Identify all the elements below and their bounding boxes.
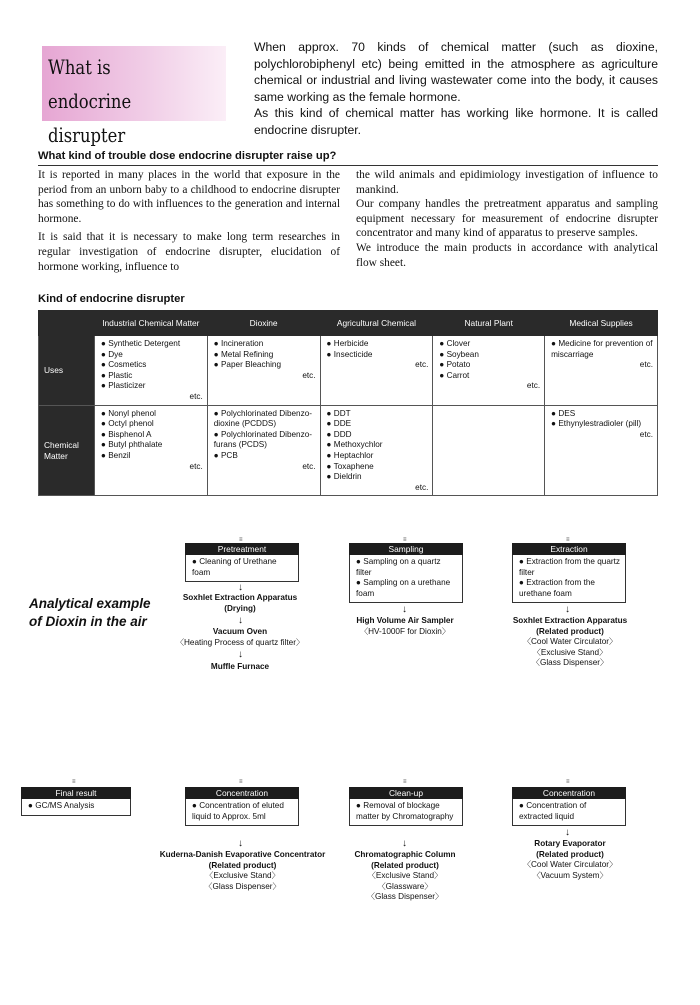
body-column-right (356, 168, 658, 270)
analytical-label-line: Analytical example (29, 596, 151, 611)
table-cell-item (439, 339, 540, 350)
table-cell-etc: etc. (639, 429, 653, 439)
table-header-row (39, 311, 658, 336)
table-cell-item (214, 430, 316, 451)
product-related: (Related product) (536, 626, 604, 636)
flow-step-item: ● Removal of blockage matter by Chromatography (356, 801, 454, 821)
bullet-icon: ● (326, 419, 334, 429)
bullet-icon: ● (326, 461, 334, 471)
table-cell-item-text: Clover (446, 339, 471, 348)
product-note: 〈HV-1000F for Dioxin〉 (359, 627, 451, 636)
table-cell-etc: etc. (639, 360, 653, 370)
flow-step-item: ● Cleaning of Urethane foam (192, 557, 277, 577)
table-cell-item-text: Plasticizer (108, 381, 146, 391)
table-cell-item-text: Herbicide (333, 339, 369, 348)
bullet-icon: ● (551, 419, 559, 429)
bullet-icon: ● (100, 419, 109, 429)
flow-step-item-text: Sampling on a urethane foam (356, 578, 451, 598)
flow-step-title: Pretreatment (185, 543, 299, 555)
section-heading: What kind of trouble dose endocrine disrupter raise up? (38, 150, 337, 162)
table-cell-item (214, 339, 316, 350)
body-paragraph: Our company handles the pretreatment apparatus and sampling equipment necessary for measurement of endocrine disrupter concentrator and many kind of apparatus to preserve samples. (356, 198, 658, 240)
bullet-icon: ● (100, 360, 109, 370)
bullet-icon: ● (326, 450, 334, 460)
product-note: 〈Exclusive Stand〉 (205, 871, 280, 881)
table-cell-etc: etc. (302, 370, 316, 380)
connector-mark: ≡ (239, 537, 243, 543)
flow-step-body (349, 799, 463, 826)
table-cell-item (327, 430, 429, 441)
bullet-icon: ● (551, 408, 559, 418)
analytical-example-label (29, 595, 151, 631)
column-header: Dioxine (207, 311, 320, 336)
table-cell-item (327, 440, 429, 451)
arrow-down-icon: ↓ (565, 604, 570, 615)
connector-mark: ≡ (566, 537, 570, 543)
bullet-icon: ● (100, 440, 109, 450)
table-cell-item-text: Soybean (446, 349, 479, 359)
table-cell-item-text: Butyl phthalate (108, 440, 163, 450)
product-note: 〈Exclusive Stand〉 (532, 647, 608, 657)
table-cell-item (214, 360, 316, 371)
divider (38, 165, 658, 166)
column-header: Agricultural Chemical (320, 311, 433, 336)
bullet-icon: ● (213, 349, 221, 359)
bullet-icon: ● (100, 381, 109, 391)
flow-step-item-text: Sampling on a quartz filter (356, 557, 441, 577)
endocrine-disrupter-table (38, 310, 658, 496)
table-cell-item-text: Medicine for prevention of miscarriage (551, 339, 653, 359)
product-note: (Drying) (224, 603, 256, 613)
product-note: 〈Glass Dispenser〉 (204, 881, 281, 891)
flow-step-item: ● Concentration of extracted liquid (519, 801, 587, 821)
table-cell-item-text: Nonyl phenol (108, 408, 156, 418)
product-note: 〈Cool Water Circulator〉 (522, 637, 618, 647)
flow-step-clean-up (349, 787, 463, 826)
connector-mark: ≡ (566, 779, 570, 785)
product-name: Chromatographic Column (354, 850, 456, 859)
flow-step-item-text: GC/MS Analysis (35, 801, 95, 810)
table-cell-item-text: Benzil (108, 450, 131, 460)
table-cell-item (101, 339, 203, 350)
table-cell-item (214, 350, 316, 361)
table-cell-item (101, 371, 203, 382)
product-name: Soxhlet Extraction Apparatus (512, 616, 628, 625)
arrow-down-icon: ↓ (402, 838, 407, 849)
bullet-icon: ● (551, 339, 559, 348)
product-air-sampler: High Volume Air Sampler (356, 616, 454, 625)
flow-step-item-text: Cleaning of Urethane foam (192, 557, 277, 577)
body-paragraph: We introduce the main products in accordance with analytical flow sheet. (356, 241, 658, 269)
intro-paragraph: As this kind of chemical matter has working like hormone. It is called endocrine disrupter. (254, 106, 658, 137)
flow-step-body (185, 555, 299, 582)
table-cell-item (439, 371, 540, 382)
table-cell-etc: etc. (189, 461, 203, 471)
bullet-icon: ● (100, 339, 109, 348)
product-vacuum-oven: Vacuum Oven (212, 627, 268, 636)
table-cell-item-text: Paper Bleaching (220, 360, 282, 370)
bullet-icon: ● (100, 429, 109, 439)
arrow-down-icon: ↓ (565, 827, 570, 838)
bullet-icon: ● (326, 339, 334, 348)
table-cell-etc: etc. (415, 360, 429, 370)
flow-step-pretreatment (185, 543, 299, 582)
product-note: 〈Glass Dispenser〉 (531, 658, 609, 668)
column-header: Medical Supplies (545, 311, 658, 336)
product-name: Soxhlet Extraction Apparatus (182, 593, 298, 602)
table-cell-item-text: Insecticide (333, 349, 373, 359)
table-cell-item-text: Bisphenol A (108, 429, 152, 439)
page-title (48, 50, 196, 152)
row-header: Uses (39, 336, 95, 406)
table-cell (545, 336, 658, 406)
flow-step-item-text: Concentration of eluted liquid to Approx. 5ml (192, 801, 284, 821)
bullet-icon: ● (213, 450, 221, 460)
table-cell (320, 336, 433, 406)
table-cell-item (327, 462, 429, 473)
bullet-icon: ● (439, 339, 447, 348)
product-chromatographic-column (330, 850, 480, 903)
connector-mark: ≡ (403, 779, 407, 785)
flow-step-final-result (21, 787, 131, 816)
table-cell (433, 405, 545, 496)
body-paragraph: It is said that it is necessary to make long term researches in regular investigation of endocrine disrupter, elucidation of hormone working, influence to (38, 231, 340, 273)
table-cell-item-text: PCB (220, 450, 238, 460)
table-cell-item (327, 409, 429, 420)
table-cell-item (101, 451, 203, 462)
connector-mark: ≡ (72, 779, 76, 785)
flow-step-title: Concentration (512, 787, 626, 799)
table-cell-etc: etc. (526, 381, 541, 391)
table-cell-item-text: DDT (333, 408, 351, 418)
table-cell-item-text: Metal Refining (220, 349, 274, 359)
table-cell-item (551, 339, 653, 360)
flow-step-item-text: Extraction from the quartz filter (519, 557, 620, 577)
flow-step-item: ● Sampling on a quartz filter (356, 557, 441, 577)
product-soxhlet (490, 616, 650, 669)
connector-mark: ≡ (403, 537, 407, 543)
table-cell-item-text: DDD (333, 429, 352, 439)
connector-mark: ≡ (239, 779, 243, 785)
table-cell-item (101, 430, 203, 441)
flow-step-item-text: Removal of blockage matter by Chromatography (356, 801, 454, 821)
bullet-icon: ● (326, 408, 334, 418)
table-cell-item-text: Polychlorinated Dibenzo-furans (PCDS) (213, 429, 312, 450)
bullet-icon: ● (326, 349, 334, 359)
flow-step-extraction (512, 543, 626, 603)
flow-step-title: Clean-up (349, 787, 463, 799)
product-soxhlet-drying (160, 593, 320, 614)
bullet-icon: ● (326, 429, 334, 439)
table-cell-item-text: DDE (333, 419, 352, 429)
flow-step-item-text: Extraction from the urethane foam (519, 578, 595, 598)
table-cell-etc: etc. (189, 391, 203, 401)
table-cell-item (101, 409, 203, 420)
arrow-down-icon: ↓ (238, 582, 243, 593)
product-related: (Related product) (208, 860, 277, 870)
flow-step-concentration (512, 787, 626, 826)
flow-step-item: ● Concentration of eluted liquid to Approx. 5ml (192, 801, 284, 821)
table-cell (207, 405, 320, 496)
table-cell-item (327, 350, 429, 361)
product-related: (Related product) (536, 849, 604, 859)
flow-step-body (512, 799, 626, 826)
table-cell (545, 405, 658, 496)
table-cell-item (214, 409, 316, 430)
table-cell-item-text: Ethynylestradioler (pill) (558, 419, 642, 429)
intro-text (254, 39, 658, 139)
flow-step-body (512, 555, 626, 603)
table-corner (39, 311, 95, 336)
table-cell-item-text: Polychlorinated Dibenzo-dioxine (PCDDS) (213, 408, 312, 429)
bullet-icon: ● (100, 408, 109, 418)
flow-step-concentration (185, 787, 299, 826)
flow-step-title: Sampling (349, 543, 463, 555)
bullet-icon: ● (213, 408, 221, 418)
body-column-left (38, 168, 340, 278)
product-note: 〈Glassware〉 (377, 881, 433, 891)
bullet-icon: ● (439, 370, 447, 380)
table-cell-etc: etc. (415, 482, 429, 492)
flow-step-item: ● Extraction from the quartz filter (519, 557, 620, 577)
table-row (39, 336, 658, 406)
table-cell (320, 405, 433, 496)
product-name: Kuderna-Danish Evaporative Concentrator (159, 850, 326, 859)
flow-step-title: Final result (21, 787, 131, 799)
table-cell-item (551, 419, 653, 430)
table-cell-item-text: Dieldrin (333, 472, 362, 482)
arrow-down-icon: ↓ (238, 615, 243, 626)
table-row (39, 405, 658, 496)
flow-step-sampling (349, 543, 463, 603)
product-muffle-furnace: Muffle Furnace (210, 662, 270, 671)
table-cell (94, 336, 207, 406)
flow-step-body (21, 799, 131, 816)
table-cell-item (101, 350, 203, 361)
table-cell (94, 405, 207, 496)
bullet-icon: ● (326, 440, 334, 450)
table-cell-item-text: Synthetic Detergent (108, 339, 181, 348)
table-cell-item (327, 451, 429, 462)
table-cell-item (101, 381, 203, 392)
table-cell-item (101, 360, 203, 371)
column-header: Industrial Chemical Matter (94, 311, 207, 336)
table-cell-item-text: Dye (108, 349, 123, 359)
table-cell-item-text: Plastic (108, 370, 133, 380)
bullet-icon: ● (100, 349, 109, 359)
bullet-icon: ● (326, 472, 334, 482)
product-related: (Related product) (371, 860, 439, 870)
table-cell-item (101, 419, 203, 430)
table-cell-item-text: Octyl phenol (108, 419, 154, 429)
flow-step-body (185, 799, 299, 826)
bullet-icon: ● (213, 429, 221, 439)
table-cell-item (439, 360, 540, 371)
product-rotary-evaporator (495, 839, 645, 881)
arrow-down-icon: ↓ (238, 649, 243, 660)
table-cell-item-text: Cosmetics (108, 360, 147, 370)
product-kd-concentrator (140, 850, 345, 892)
flow-step-title: Extraction (512, 543, 626, 555)
arrow-down-icon: ↓ (238, 838, 243, 849)
flow-step-item-text: Concentration of extracted liquid (519, 801, 587, 821)
table-cell-item (551, 409, 653, 420)
bullet-icon: ● (439, 360, 447, 370)
bullet-icon: ● (213, 360, 221, 370)
flow-step-item: ● Sampling on a urethane foam (356, 578, 451, 598)
flow-step-item: ● Extraction from the urethane foam (519, 578, 595, 598)
product-name: Rotary Evaporator (534, 839, 606, 848)
flow-step-title: Concentration (185, 787, 299, 799)
table-cell-item-text: Potato (446, 360, 471, 370)
table-cell-item (214, 451, 316, 462)
table-cell-item-text: Heptachlor (333, 450, 374, 460)
flow-step-item: ● GC/MS Analysis (28, 801, 95, 810)
product-note: 〈Glass Dispenser〉 (366, 892, 444, 902)
intro-paragraph: When approx. 70 kinds of chemical matter (such as dioxine, polychlorobiphenyl etc) being emitted in the atmosphere as agriculture chemical or industrial and living wastewater come into the body, it causes same working as the female hormone. (254, 40, 658, 104)
table-cell (433, 336, 545, 406)
table-cell (207, 336, 320, 406)
bullet-icon: ● (100, 370, 109, 380)
table-cell-item (327, 472, 429, 483)
page-title-line-2: disrupter (48, 123, 126, 147)
product-note: 〈Heating Process of quartz filter〉 (175, 638, 305, 647)
row-header: Chemical Matter (39, 405, 95, 496)
product-note: 〈Cool Water Circulator〉 (522, 860, 618, 870)
product-note: 〈Vacuum System〉 (532, 870, 608, 880)
table-cell-item (439, 350, 540, 361)
body-paragraph: the wild animals and epidimiology investigation of influence to mankind. (356, 169, 658, 196)
table-cell-etc: etc. (302, 461, 316, 471)
analytical-label-line: of Dioxin in the air (29, 614, 147, 629)
table-cell-item (101, 440, 203, 451)
table-cell-item (327, 339, 429, 350)
bullet-icon: ● (100, 450, 109, 460)
body-paragraph: It is reported in many places in the world that exposure in the period from an unborn baby to a childhood to endocrine disrupter has something to do with influences to the generation and internal hormone. (38, 169, 340, 225)
bullet-icon: ● (213, 339, 221, 348)
product-note: 〈Exclusive Stand〉 (367, 871, 443, 881)
table-cell-item-text: Carrot (446, 370, 470, 380)
table-cell-item-text: Incineration (220, 339, 264, 348)
table-cell-item-text: Methoxychlor (333, 440, 383, 450)
table-cell-item-text: DES (558, 408, 576, 418)
table-cell-item (327, 419, 429, 430)
column-header: Natural Plant (433, 311, 545, 336)
arrow-down-icon: ↓ (402, 604, 407, 615)
bullet-icon: ● (439, 349, 447, 359)
flow-step-body (349, 555, 463, 603)
table-title: Kind of endocrine disrupter (38, 293, 185, 305)
page-title-line-1: What is endocrine (48, 55, 132, 113)
table-cell-item-text: Toxaphene (333, 461, 374, 471)
